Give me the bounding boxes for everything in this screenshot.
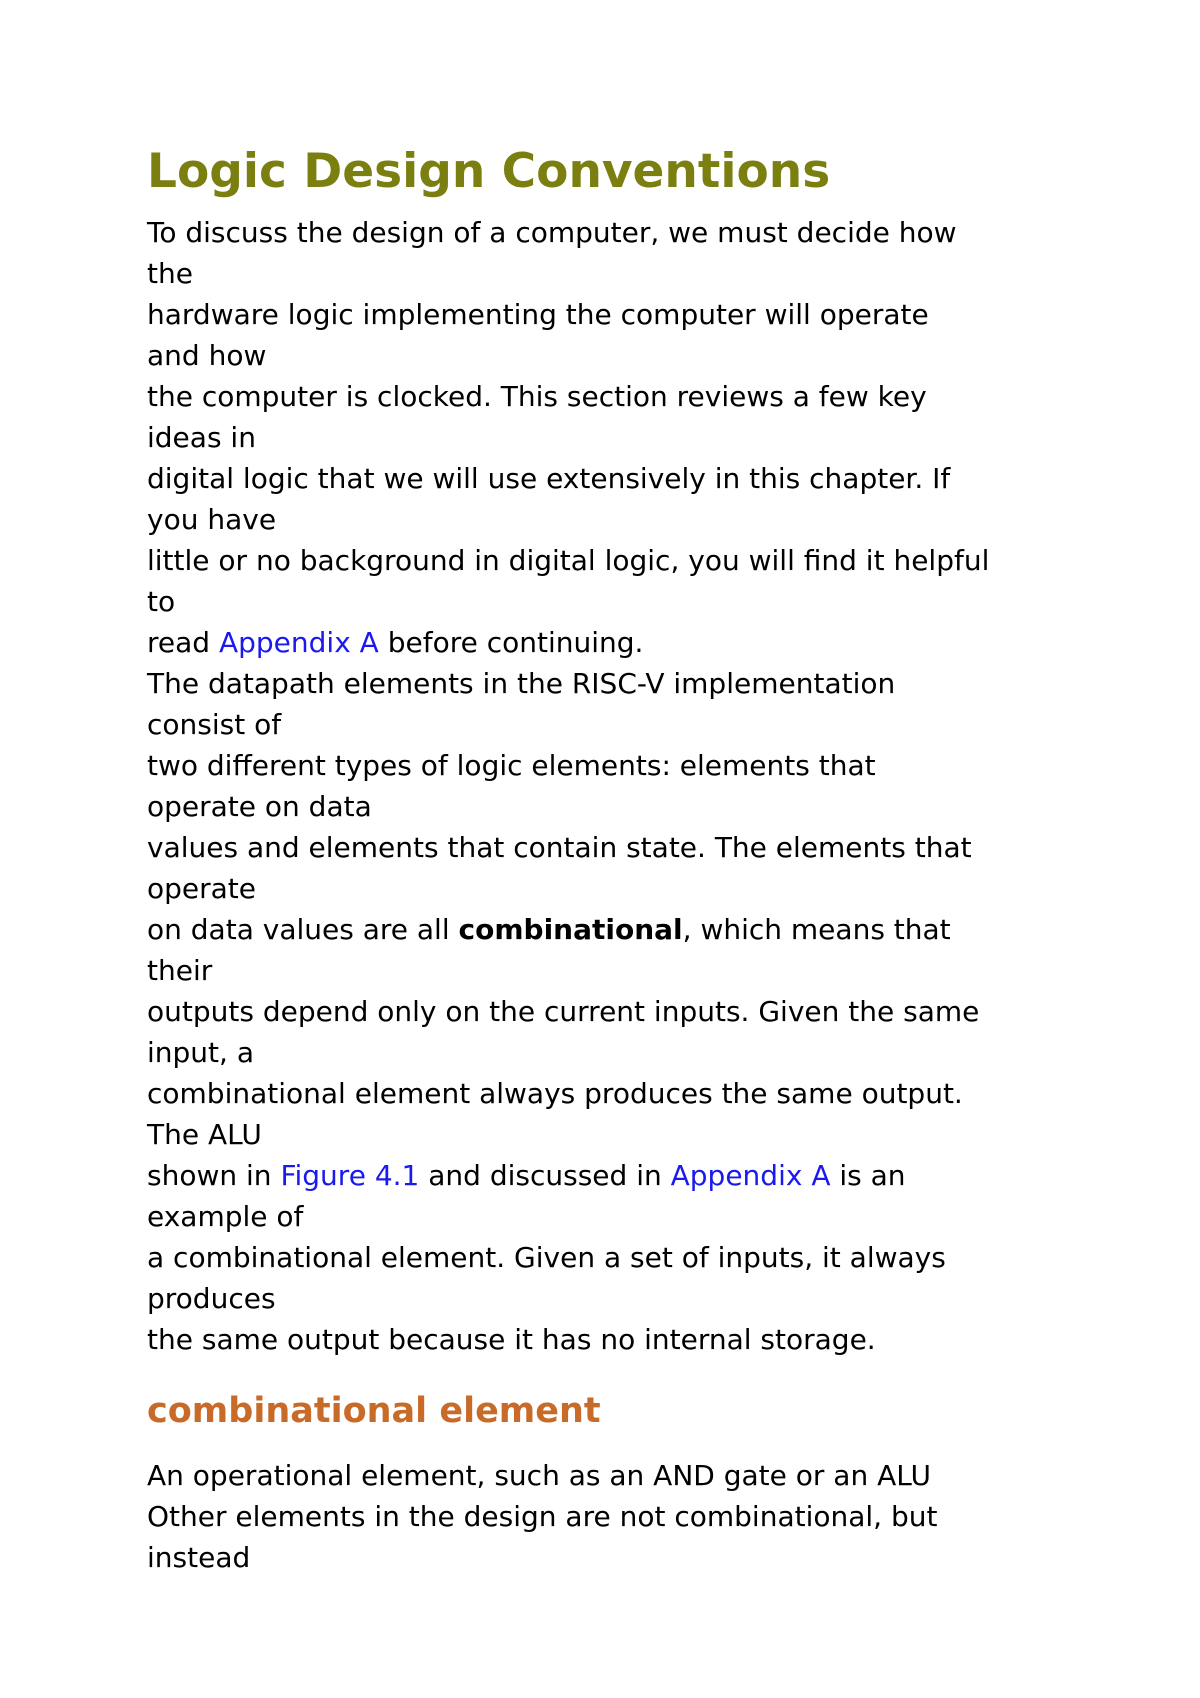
text-line: the computer is clocked. This section reviews a few key [147,380,927,413]
text-line: a combinational element. Given a set of inputs, it always [147,1241,946,1274]
page-title: Logic Design Conventions [147,144,831,199]
combinational-term: combinational [458,913,683,946]
text-line: produces [147,1282,276,1315]
text-line: The datapath elements in the RISC-V implementation [147,667,896,700]
datapath-paragraph [147,663,1087,1360]
text-line: consist of [147,708,282,741]
text-line: combinational element always produces the same output. [147,1077,963,1110]
text-line: To discuss the design of a computer, we must decide how [147,216,957,249]
intro-paragraph [147,212,1087,663]
text-segment: is an [830,1159,906,1192]
text-line: the same output because it has no internal storage. [147,1323,876,1356]
appendix-a-link[interactable]: Appendix A [218,626,379,659]
text-segment: before continuing. [378,626,644,659]
state-elements-paragraph [147,1496,1087,1578]
document-page [147,140,1087,1578]
figure-4-1-link[interactable]: Figure 4.1 [280,1159,420,1192]
text-segment: read [147,626,219,659]
appendix-a-link[interactable]: Appendix A [670,1159,831,1192]
text-line: you have [147,503,277,536]
text-line [147,1155,1087,1196]
text-line: input, a [147,1036,254,1069]
text-segment: shown in [147,1159,281,1192]
glossary-term-heading: combinational element [147,1391,601,1431]
glossary-definition [147,1455,1087,1496]
definition-line: An operational element, such as an AND gate or an ALU [147,1459,931,1492]
text-line: their [147,954,213,987]
text-line [147,909,1087,950]
text-segment: on data values are all [147,913,459,946]
text-line: instead [147,1541,251,1574]
text-line: example of [147,1200,304,1233]
text-line: digital logic that we will use extensively in this chapter. If [147,462,951,495]
text-line: values and elements that contain state. The elements that [147,831,972,864]
text-line: ideas in [147,421,256,454]
text-segment: , which means that [682,913,951,946]
text-line: the [147,257,193,290]
text-line: and how [147,339,267,372]
text-line [147,622,1087,663]
text-line: little or no background in digital logic, you will find it helpful [147,544,990,577]
text-line: two different types of logic elements: elements that [147,749,876,782]
text-line: hardware logic implementing the computer will operate [147,298,929,331]
text-line: outputs depend only on the current inputs. Given the same [147,995,980,1028]
text-line: to [147,585,176,618]
text-line: The ALU [147,1118,262,1151]
text-segment: and discussed in [419,1159,671,1192]
text-line: operate [147,872,257,905]
text-line: Other elements in the design are not combinational, but [147,1500,938,1533]
text-line: operate on data [147,790,372,823]
